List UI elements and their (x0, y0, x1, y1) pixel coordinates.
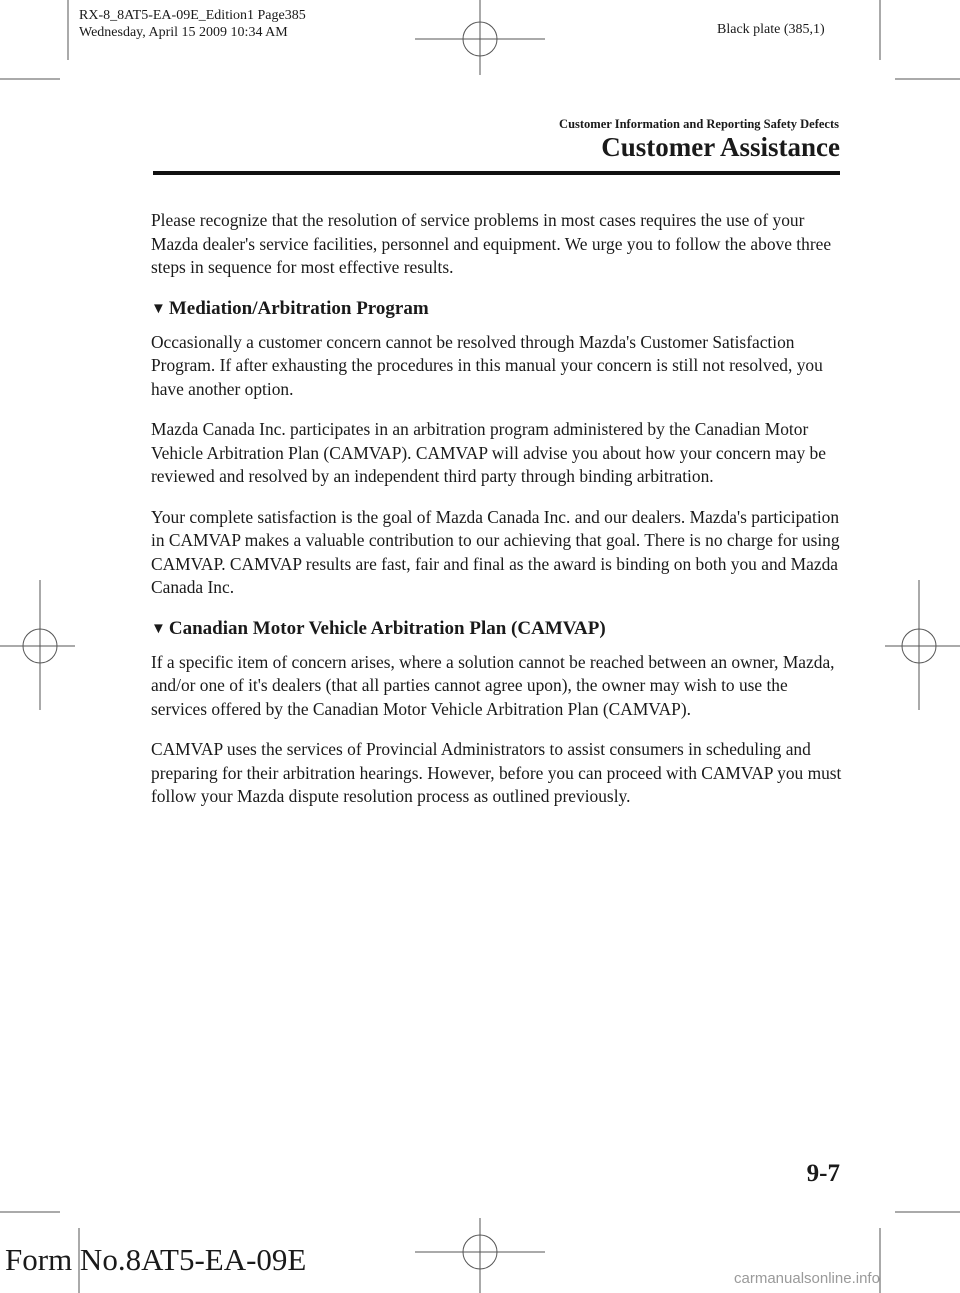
print-info-file: RX-8_8AT5-EA-09E_Edition1 Page385 (79, 8, 306, 23)
subheading-text: Canadian Motor Vehicle Arbitration Plan (CAMVAP) (168, 617, 606, 639)
print-info-date: Wednesday, April 15 2009 10:34 AM (79, 25, 288, 40)
down-triangle-icon: ▼ (151, 620, 166, 637)
heading-rule (153, 171, 840, 175)
print-info (79, 7, 306, 41)
subheading (151, 617, 846, 642)
black-plate-label: Black plate (385,1) (717, 22, 825, 37)
paragraph: Your complete satisfaction is the goal of Mazda Canada Inc. and our dealers. Mazda's participation in CAMVAP makes a valuable contribution to our achieving that goal. There is no charge for using CAMVAP. CAMVAP results are fast, fair and final as the award is binding on both you and Mazda Canada Inc. (151, 506, 840, 597)
paragraph: Mazda Canada Inc. participates in an arbitration program administered by the Canadian Motor Vehicle Arbitration Plan (CAMVAP). CAMVAP will advise you about how your concern may be reviewed and resolved by an independent third party through binding arbitration. (151, 419, 826, 486)
paragraph: If a specific item of concern arises, where a solution cannot be reached between an owner, Mazda, and/or one of it's dealers (that all parties cannot agree upon), the owner may wish to use the services offered by the Canadian Motor Vehicle Arbitration Plan (CAMVAP). (151, 651, 835, 719)
page-title: Customer Assistance (601, 132, 840, 162)
main-content (151, 209, 846, 826)
section-mediation (151, 297, 846, 600)
section-camvap (151, 617, 846, 809)
section-label: Customer Information and Reporting Safety Defects (559, 117, 839, 131)
intro-paragraph: Please recognize that the resolution of service problems in most cases requires the use of your Mazda dealer's service facilities, personnel and equipment. We urge you to follow the above three steps in sequence for most effective results. (151, 210, 832, 277)
paragraph: Occasionally a customer concern cannot be resolved through Mazda's Customer Satisfaction Program. If after exhausting the procedures in this manual your concern is still not resolved, you have another option. (151, 331, 823, 399)
down-triangle-icon: ▼ (151, 300, 166, 317)
subheading (151, 297, 846, 322)
watermark: carmanualsonline.info (734, 1270, 880, 1287)
paragraph: CAMVAP uses the services of Provincial Administrators to assist consumers in scheduling and preparing for their arbitration hearings. However, before you can proceed with CAMVAP you must follow your Mazda dispute resolution process as outlined previously. (151, 739, 842, 806)
page-number: 9-7 (806, 1160, 840, 1187)
subheading-text: Mediation/Arbitration Program (168, 297, 429, 319)
form-number: Form No.8AT5-EA-09E (5, 1242, 307, 1277)
